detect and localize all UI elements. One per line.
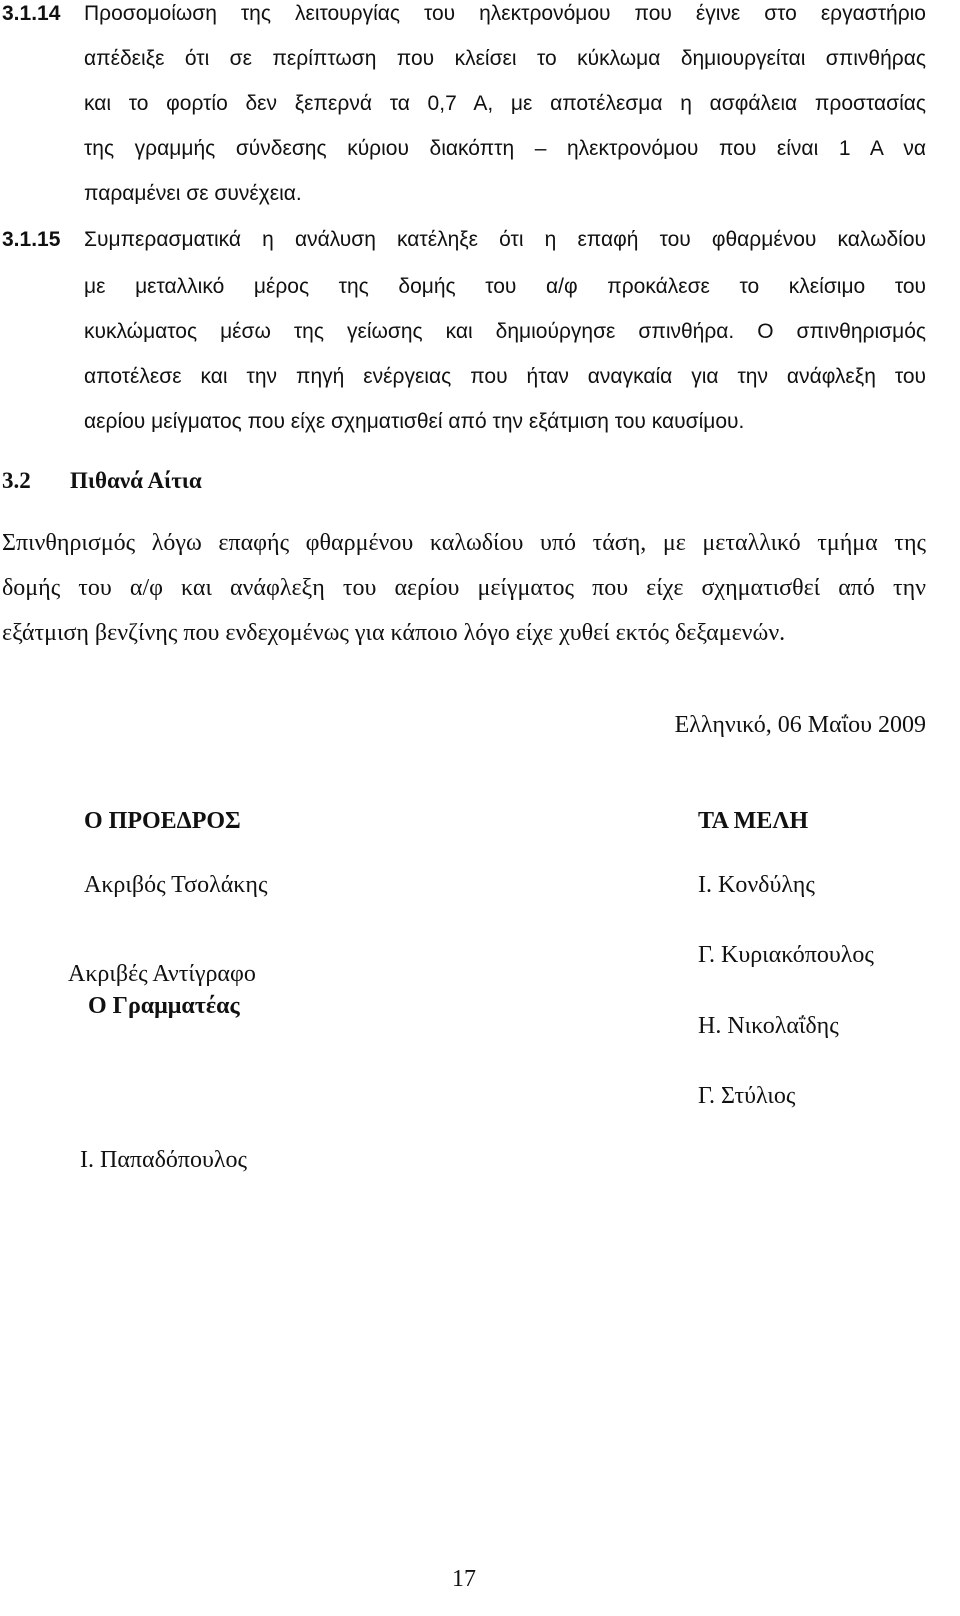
section-title: Πιθανά Αίτια bbox=[70, 468, 202, 493]
member-name: Η. Νικολαΐδης bbox=[698, 1013, 839, 1039]
paragraph-line: Συμπερασματικά η ανάλυση κατέληξε ότι η επαφή του φθαρμένου καλωδίου bbox=[84, 228, 926, 251]
section-number: 3.1.15 bbox=[2, 228, 61, 251]
secretary-title: Ο Γραμματέας bbox=[88, 993, 240, 1019]
paragraph-line: της γραμμής σύνδεσης κύριου διακόπτη – ηλεκτρονόμου που είναι 1 Α να bbox=[84, 137, 926, 160]
page-number: 17 bbox=[452, 1566, 476, 1592]
member-name: Γ. Κυριακόπουλος bbox=[698, 942, 874, 968]
member-name: Γ. Στύλιος bbox=[698, 1083, 796, 1109]
paragraph-line: παραμένει σε συνέχεια. bbox=[84, 182, 302, 205]
paragraph-line: κυκλώματος μέσω της γείωσης και δημιούργησε σπινθήρα. Ο σπινθηρισμός bbox=[84, 320, 926, 343]
secretary-name: Ι. Παπαδόπουλος bbox=[80, 1147, 248, 1173]
paragraph-line: και το φορτίο δεν ξεπερνά τα 0,7 Α, με αποτέλεσμα η ασφάλεια προστασίας bbox=[84, 92, 926, 115]
member-name: Ι. Κονδύλης bbox=[698, 872, 815, 898]
paragraph-line: απέδειξε ότι σε περίπτωση που κλείσει το κύκλωμα δημιουργείται σπινθήρας bbox=[84, 47, 926, 70]
paragraph-line: εξάτμιση βενζίνης που ενδεχομένως για κάποιο λόγο είχε χυθεί εκτός δεξαμενών. bbox=[2, 620, 786, 646]
paragraph-line: Σπινθηρισμός λόγω επαφής φθαρμένου καλωδίου υπό τάση, με μεταλλικό τμήμα της bbox=[2, 530, 926, 556]
president-title: Ο ΠΡΟΕΔΡΟΣ bbox=[84, 808, 241, 834]
paragraph-line: Προσομοίωση της λειτουργίας του ηλεκτρονόμου που έγινε στο εργαστήριο bbox=[84, 2, 926, 25]
paragraph-line: αερίου μείγματος που είχε σχηματισθεί από την εξάτμιση του καυσίμου. bbox=[84, 410, 745, 433]
section-number: 3.1.14 bbox=[2, 2, 61, 25]
copy-label: Ακριβές Αντίγραφο bbox=[68, 961, 256, 987]
paragraph-line: με μεταλλικό μέρος της δομής του α/φ προκάλεσε το κλείσιμο του bbox=[84, 275, 926, 298]
president-name: Ακριβός Τσολάκης bbox=[84, 872, 268, 898]
place-date: Ελληνικό, 06 Μαΐου 2009 bbox=[674, 712, 926, 738]
section-number: 3.2 bbox=[2, 468, 31, 493]
paragraph-line: δομής του α/φ και ανάφλεξη του αερίου μείγματος που είχε σχηματισθεί από την bbox=[2, 575, 926, 601]
paragraph-line: αποτέλεσε και την πηγή ενέργειας που ήταν αναγκαία για την ανάφλεξη του bbox=[84, 365, 926, 388]
members-title: ΤΑ ΜΕΛΗ bbox=[698, 808, 809, 834]
